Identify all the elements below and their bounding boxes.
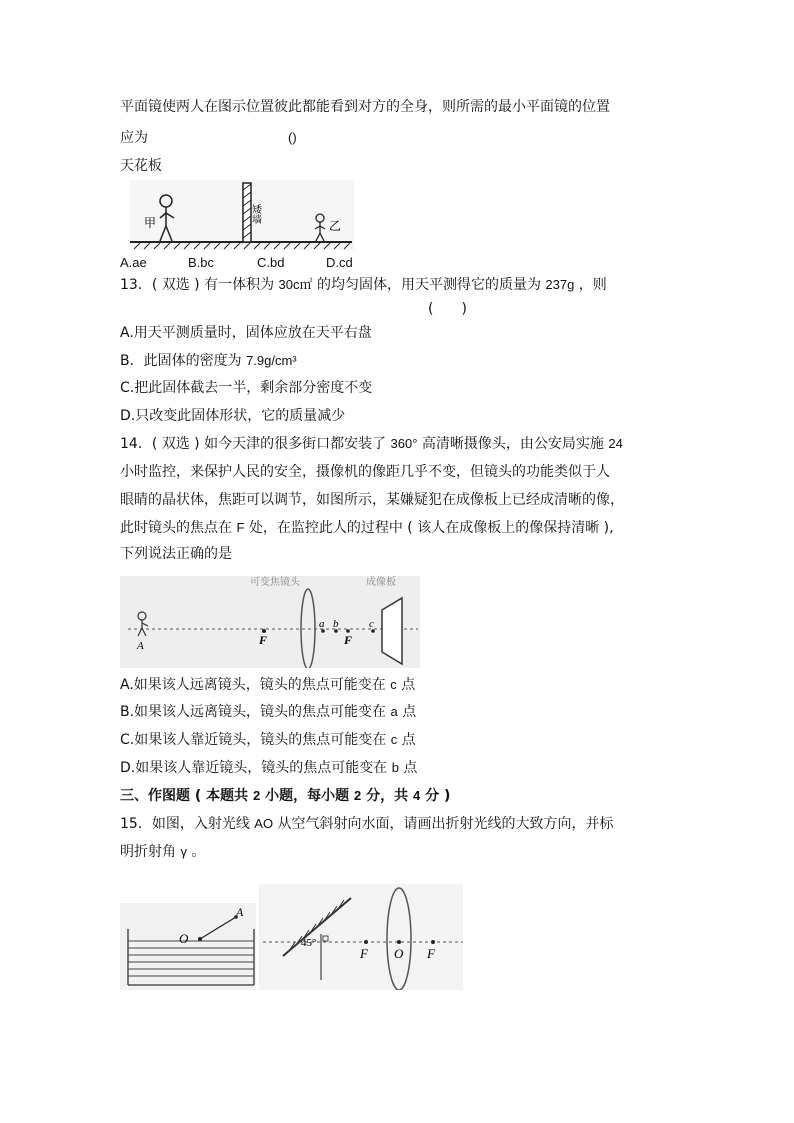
- q14-option-a-text: A.如果该人远离镜头，镜头的焦点可能变在: [120, 677, 386, 693]
- q14-line-4-b: 处，在监控此人的过程中 ( 该人在成像板上的像保持清晰 ),: [248, 520, 614, 536]
- q14-line-1-b: 高清晰摄像头，由公安局实施: [421, 436, 604, 452]
- q15-label-A: A: [236, 905, 244, 919]
- q14-label-imaging-board: 成像板: [366, 577, 396, 588]
- q14-line-2: 小时监控，来保护人民的安全，摄像机的像距几乎不变，但镜头的功能类似于人: [120, 464, 610, 480]
- q15-line-2-b: 。: [191, 844, 206, 860]
- q14-line-1-a: 14．( 双选 ) 如今天津的很多街口都安装了: [120, 436, 387, 452]
- q13-stem-part-b: 的均匀固体，用天平测得它的质量为: [316, 277, 541, 293]
- q14-option-b-text: B.如果该人远离镜头，镜头的焦点可能变在: [120, 704, 387, 720]
- q14-label-F-left: F: [259, 633, 268, 647]
- q13-option-a: A.用天平测质量时，固体应放在天平右盘: [120, 325, 372, 341]
- q13-mass: 237g: [545, 277, 575, 292]
- q13-density-value: 7.9g/cm³: [246, 353, 297, 368]
- q14-option-a-point: c: [390, 677, 397, 692]
- q15-label-O2: O: [394, 946, 404, 961]
- q13-option-d: D.只改变此固体形状，它的质量减少: [120, 408, 346, 424]
- q14-option-b-suffix: 点: [402, 704, 417, 720]
- optical-center: [397, 940, 401, 944]
- sec3-num-2: 2: [354, 788, 362, 803]
- q13-option-b: [120, 351, 297, 371]
- q15-lens-mirror-figure: [259, 884, 463, 990]
- q14-focus-f: F: [236, 520, 245, 535]
- q12-label-jia: 甲: [144, 216, 157, 230]
- q12-figure: [130, 180, 354, 250]
- sec3-num-1: 2: [253, 788, 261, 803]
- q13-stem-part-a: 13．( 双选 ) 有一体积为: [120, 277, 275, 293]
- q15-water-figure: [120, 903, 256, 990]
- q12-answer-bracket: (): [288, 130, 297, 145]
- q15-line-2-a: 明折射角: [120, 844, 176, 860]
- q14-option-a: [120, 675, 415, 695]
- q13-volume: 30c㎡: [278, 277, 313, 292]
- q14-option-b: [120, 702, 416, 722]
- q14-label-zoom-lens: 可变焦镜头: [250, 577, 300, 588]
- q14-camera-figure: [120, 576, 420, 668]
- focus-point-right: [431, 940, 435, 944]
- q14-option-b-point: a: [390, 704, 398, 719]
- section-3-heading: [120, 786, 450, 806]
- q15-label-O: O: [179, 931, 189, 946]
- q12-line-2-text: 应为: [120, 130, 148, 146]
- q14-label-F-right: F: [344, 633, 353, 647]
- q13-answer-bracket: ( ): [428, 301, 467, 317]
- q12-label-yi: 乙: [329, 219, 342, 233]
- q13-stem: [120, 275, 607, 295]
- q12-line-2: [120, 128, 297, 148]
- q12-option-d: D.cd: [326, 255, 353, 270]
- q13-option-c: C.把此固体截去一半，剩余部分密度不变: [120, 380, 373, 396]
- q14-option-d: [120, 758, 417, 778]
- q14-option-c-suffix: 点: [401, 732, 416, 748]
- q14-hours: 24: [608, 436, 623, 451]
- q13-option-b-text: B．此固体的密度为: [120, 353, 242, 369]
- q14-option-d-text: D.如果该人靠近镜头，镜头的焦点可能变在: [120, 760, 388, 776]
- q14-line-1: [120, 434, 623, 454]
- imaging-board-icon: [382, 598, 402, 664]
- q12-ceiling-label: 天花板: [120, 158, 162, 174]
- q14-label-c: c: [369, 618, 374, 630]
- q14-degree: 360°: [390, 436, 418, 451]
- q14-option-c: [120, 730, 416, 750]
- q15-line-2: [120, 842, 205, 862]
- sec3-part-2: 小题，每小题: [265, 788, 350, 804]
- q14-label-b: b: [333, 618, 339, 630]
- q14-option-c-point: c: [390, 732, 398, 747]
- q14-line-4: [120, 518, 614, 538]
- q15-ray-ao: AO: [254, 816, 274, 831]
- q14-option-d-point: b: [391, 760, 399, 775]
- q12-options: [120, 253, 353, 273]
- q12-option-a: A.ae: [120, 255, 147, 270]
- q15-label-F-right: F: [427, 946, 435, 961]
- q15-label-F-left: F: [360, 946, 368, 961]
- focus-point-left: [364, 940, 368, 944]
- q15-line-1-b: 从空气斜射向水面，请画出折射光线的大致方向，并标: [277, 816, 614, 832]
- sec3-num-3: 4: [413, 788, 421, 803]
- q14-line-4-a: 此时镜头的焦点在: [120, 520, 232, 536]
- q14-line-3: 眼睛的晶状体，焦距可以调节，如图所示，某嫌疑犯在成像板上已经成清晰的像，: [120, 492, 624, 508]
- q12-label-wall: 矮墙: [249, 204, 261, 224]
- q14-label-a: a: [319, 618, 325, 630]
- sec3-part-3: 分，共: [366, 788, 409, 804]
- q14-option-d-suffix: 点: [403, 760, 418, 776]
- q12-option-b: B.bc: [188, 255, 215, 270]
- q15-angle-label: 45°: [301, 937, 317, 949]
- q14-option-a-suffix: 点: [401, 677, 416, 693]
- sec3-part-1: 三、作图题 ( 本题共: [120, 788, 249, 804]
- sec3-part-4: 分 ): [425, 788, 451, 804]
- q15-line-1-a: 15．如图，入射光线: [120, 816, 250, 832]
- q15-line-1: [120, 814, 614, 834]
- q15-gamma: γ: [180, 844, 187, 859]
- q14-line-5: 下列说法正确的是: [120, 546, 232, 562]
- point-o: [198, 937, 202, 941]
- q12-option-c: C.bd: [257, 255, 285, 270]
- q14-option-c-text: C.如果该人靠近镜头，镜头的焦点可能变在: [120, 732, 387, 748]
- q14-label-A: A: [137, 640, 144, 652]
- q13-stem-part-c: ，则: [578, 277, 607, 293]
- q12-line-1: 平面镜使两人在图示位置彼此都能看到对方的全身，则所需的最小平面镜的位置: [120, 99, 610, 115]
